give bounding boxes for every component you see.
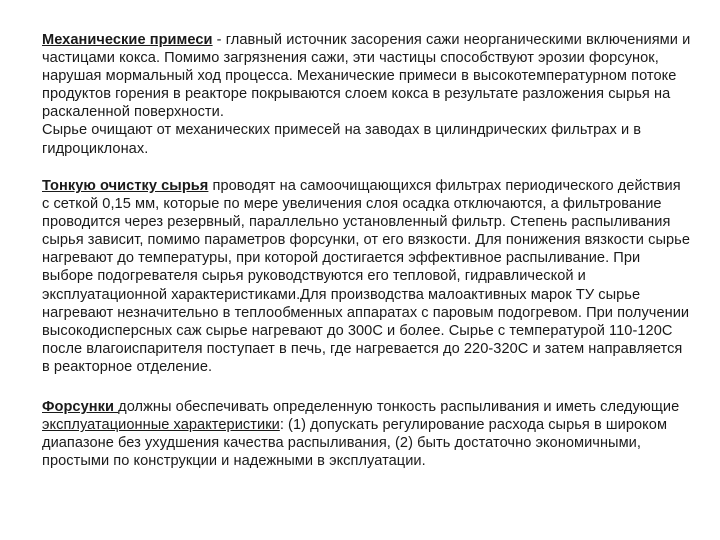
paragraph-text: проводят на самоочищающихся фильтрах периодического действия с сеткой 0,15 мм, которые по мере увеличения слоя осадка отключаются, а фильтрование проводится через резервный, параллельно установленный фильтр. Степень распыливания сырья зависит, помимо параметров форсунки, от его вязкости. Для понижения вязкости сырье нагревают до температуры, при которой достигается эффективное распыливание. При выборе подогревателя сырья руководствуются его тепловой, гидравлической и эксплуатационной характеристиками.Для производства малоактивных марок ТУ сырье нагревают незначительно в теплообменных аппаратах с паровым подогревом. При получении высокодисперсных саж сырье нагревают до 300С и более. Сырье с температурой 110-120С после влагоиспарителя поступает в печь, где нагревается до 220-320С и затем направляется в реакторное отделение. bbox=[42, 178, 690, 375]
underlined-phrase: эксплуатационные характеристики bbox=[42, 417, 280, 434]
paragraph-text: Сырье очищают от механических примесей на заводах в цилиндрических фильтрах и в гидроциклонах. bbox=[42, 122, 642, 157]
term-fine-cleaning: Тонкую очистку сырья bbox=[42, 178, 209, 194]
term-nozzles: Форсунки bbox=[42, 399, 119, 415]
term-mechanical-impurities: Механические примеси bbox=[42, 32, 213, 48]
paragraph-text: должны обеспечивать определенную тонкость распыливания и иметь следующие bbox=[118, 399, 680, 415]
paragraph-mechanical-impurities bbox=[42, 31, 692, 158]
paragraph-nozzles bbox=[42, 398, 692, 470]
paragraph-text: : (1) допускать регулирование расхода сырья в широком диапазоне без ухудшения качества распыливания, (2) быть достаточно экономичными, простыми по конструкции и надежными в эксплуатации. bbox=[42, 417, 668, 470]
paragraph-text: - главный источник засорения сажи неорганическими включениями и частицами кокса. Помимо загрязнения сажи, эти частицы способствуют эрозии форсунок, нарушая мормальный ход процесса. Механические примеси в высокотемпературном потоке продуктов горения в реакторе покрываются слоем кокса в результате разложения сырья на раскаленной поверхности. bbox=[42, 32, 691, 121]
paragraph-fine-cleaning bbox=[42, 177, 692, 376]
